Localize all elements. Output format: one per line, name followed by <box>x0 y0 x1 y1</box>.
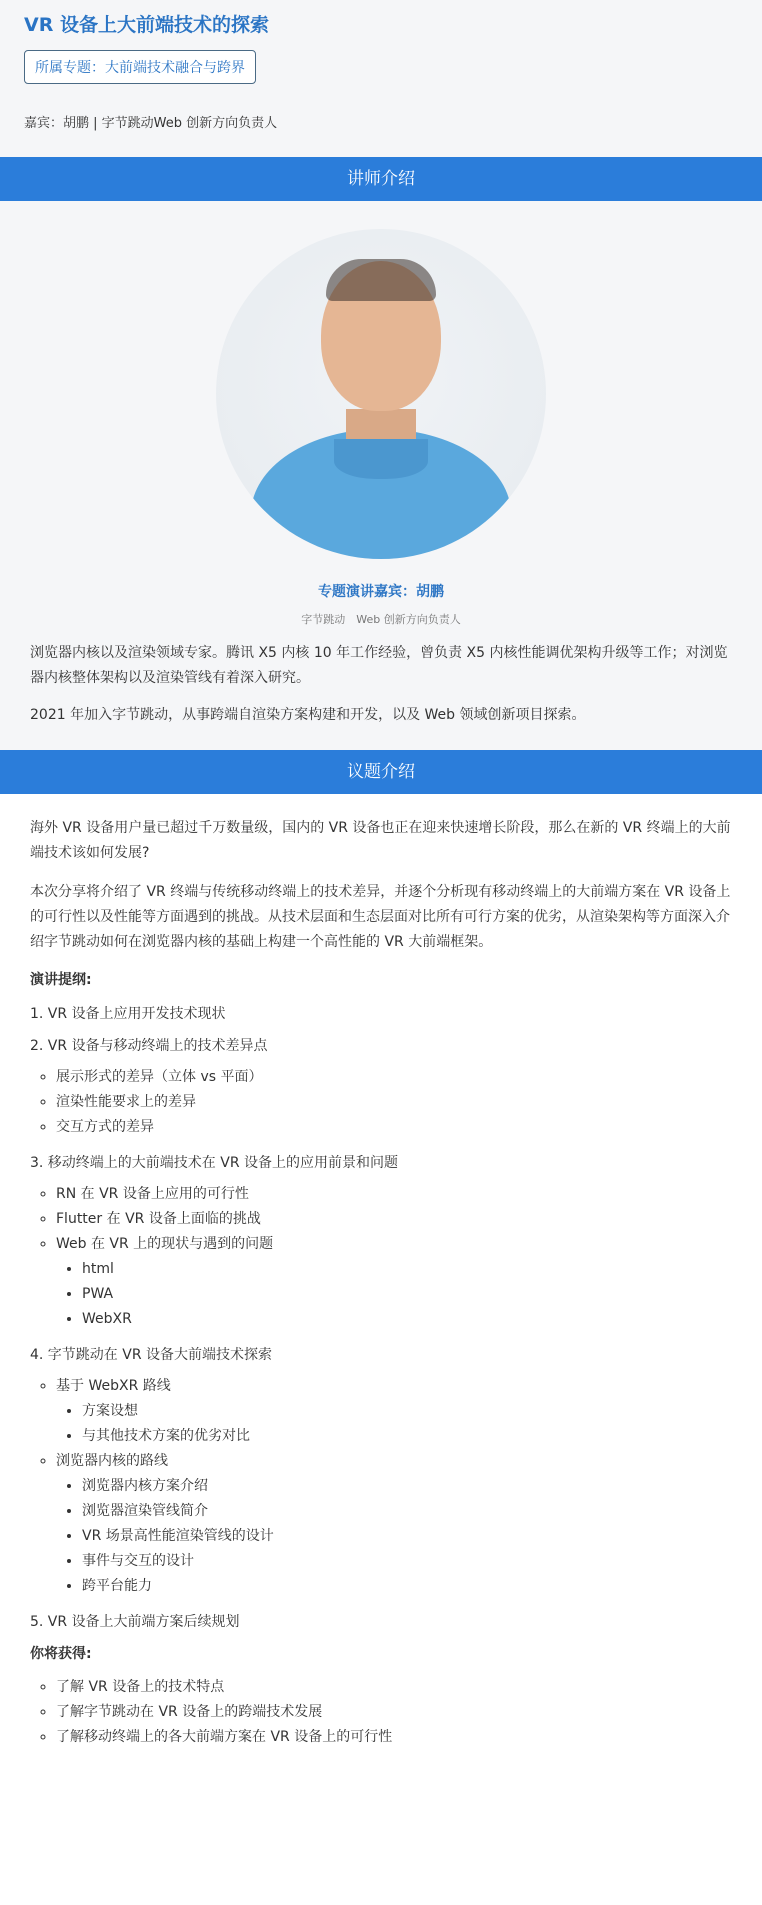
topic-intro-2: 本次分享将介绍了 VR 终端与传统移动终端上的技术差异，并逐个分析现有移动终端上的大前端方案在 VR 设备上的可行性以及性能等方面遇到的挑战。从技术层面和生态层面对比所有可行方案的优劣，从渲染架构等方面深入介绍字节跳动如何在浏览器内核的基础上构建一个高性能的 VR 大前端框架。 <box>30 884 731 950</box>
list-item: • 浏览器内核方案介绍 <box>82 1476 732 1497</box>
avatar-hair <box>326 259 436 301</box>
list-item: • 方案设想 <box>82 1401 732 1422</box>
outline-heading: 演讲提纲: <box>30 972 92 988</box>
list-item: ◦ 渲染性能要求上的差异 <box>56 1092 732 1113</box>
outline-point-5: 5. VR 设备上大前端方案后续规划 <box>30 1614 240 1630</box>
speaker-bio-2: 2021 年加入字节跳动，从事跨端自渲染方案构建和开发，以及 Web 领域创新项目探索。 <box>30 707 586 723</box>
gain-heading: 你将获得: <box>30 1646 92 1662</box>
speaker-role: 字节跳动 Web 创新方向负责人 <box>301 613 461 626</box>
list-item: ◦ 展示形式的差异（立体 vs 平面） <box>56 1067 732 1088</box>
list-item <box>56 1234 732 1330</box>
list-item: ◦ RN 在 VR 设备上应用的可行性 <box>56 1184 732 1205</box>
list-item: ◦ Flutter 在 VR 设备上面临的挑战 <box>56 1209 732 1230</box>
list-item: ◦ 交互方式的差异 <box>56 1117 732 1138</box>
outline-point-2-list <box>30 1067 732 1138</box>
web-sub-list <box>56 1259 732 1330</box>
outline-point-1: 1. VR 设备上应用开发技术现状 <box>30 1006 226 1022</box>
list-item-label: 基于 WebXR 路线 <box>56 1378 171 1394</box>
list-item: • 事件与交互的设计 <box>82 1551 732 1572</box>
guest-line: 嘉宾：胡鹏 | 字节跳动Web 创新方向负责人 <box>24 116 278 131</box>
list-item: • 浏览器渲染管线简介 <box>82 1501 732 1522</box>
list-item: ◦ 了解移动终端上的各大前端方案在 VR 设备上的可行性 <box>56 1727 732 1748</box>
outline-point-3: 3. 移动终端上的大前端技术在 VR 设备上的应用前景和问题 <box>30 1155 399 1171</box>
topic-section <box>0 794 762 1772</box>
outline-point-3-list <box>30 1184 732 1330</box>
list-item: • 跨平台能力 <box>82 1576 732 1597</box>
outline-point-4: 4. 字节跳动在 VR 设备大前端技术探索 <box>30 1347 273 1363</box>
avatar-container <box>30 229 732 559</box>
header-area <box>0 0 762 157</box>
topic-section-band: 议题介绍 <box>0 750 762 794</box>
list-item: • PWA <box>82 1284 732 1305</box>
list-item-label: Web 在 VR 上的现状与遇到的问题 <box>56 1236 274 1252</box>
speaker-section-band: 讲师介绍 <box>0 157 762 201</box>
speaker-section <box>0 201 762 750</box>
topic-tag[interactable]: 所属专题：大前端技术融合与跨界 <box>24 50 256 84</box>
speaker-bio-1: 浏览器内核以及渲染领域专家。腾讯 X5 内核 10 年工作经验，曾负责 X5 内核性能调优架构升级等工作；对浏览器内核整体架构以及渲染管线有着深入研究。 <box>30 645 728 686</box>
speaker-name: 专题演讲嘉宾：胡鹏 <box>318 584 444 600</box>
list-item: ◦ 了解 VR 设备上的技术特点 <box>56 1677 732 1698</box>
list-item: • html <box>82 1259 732 1280</box>
outline-point-4-list <box>30 1376 732 1597</box>
list-item <box>56 1451 732 1597</box>
outline-point-2: 2. VR 设备与移动终端上的技术差异点 <box>30 1038 268 1054</box>
list-item: • WebXR <box>82 1309 732 1330</box>
browser-kernel-sub-list <box>56 1476 732 1597</box>
list-item-label: 浏览器内核的路线 <box>56 1453 168 1469</box>
topic-intro-1: 海外 VR 设备用户量已超过千万数量级，国内的 VR 设备也正在迎来快速增长阶段，那么在新的 VR 终端上的大前端技术该如何发展? <box>30 820 731 861</box>
webxr-sub-list <box>56 1401 732 1447</box>
list-item: ◦ 了解字节跳动在 VR 设备上的跨端技术发展 <box>56 1702 732 1723</box>
list-item <box>56 1376 732 1447</box>
avatar-collar <box>334 439 428 479</box>
gain-list <box>30 1677 732 1748</box>
list-item: • 与其他技术方案的优劣对比 <box>82 1426 732 1447</box>
speaker-avatar <box>216 229 546 559</box>
page-title: VR 设备上大前端技术的探索 <box>24 14 269 36</box>
list-item: • VR 场景高性能渲染管线的设计 <box>82 1526 732 1547</box>
